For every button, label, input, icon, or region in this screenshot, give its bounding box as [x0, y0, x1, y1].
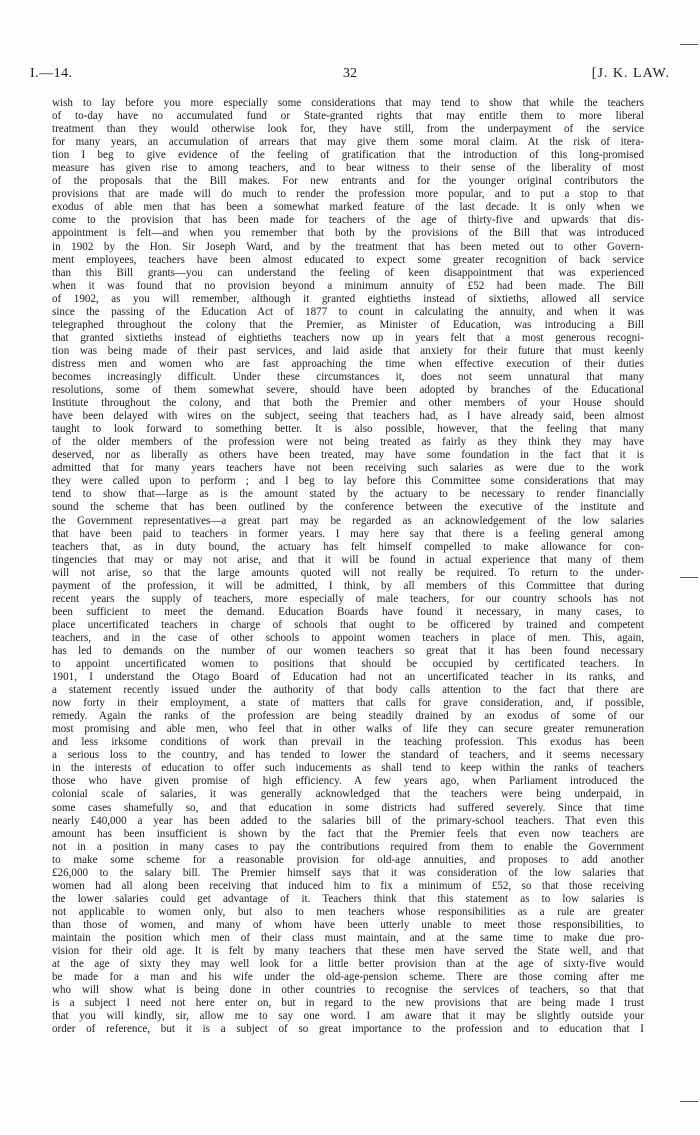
- text-line: admitted that for many years teachers have not been receiving such salaries as were due to the work: [52, 462, 644, 475]
- text-line: a serious loss to the country, and has tended to lower the standard of teachers, and it seems necessary: [52, 749, 644, 762]
- text-line: vision for their old age. It is felt by many teachers that these men have served the State well, and that: [52, 945, 644, 958]
- margin-tick: [680, 577, 698, 578]
- text-line: tingencies that may or may not arise, and that it will be found in actual experience that many of them: [52, 553, 644, 566]
- text-line: resolutions, some of them somewhat severe, should have been adopted by branches of the Educational: [52, 384, 644, 397]
- text-line: teachers, and in the case of other schools to appoint women teachers in place of men. This, again,: [52, 631, 644, 644]
- margin-tick: [680, 44, 698, 45]
- text-line: in 1902 by the Hon. Sir Joseph Ward, and by the treatment that has been meted out to other Govern-: [52, 240, 644, 253]
- text-line: in the interests of education to offer such inducements as shall tend to keep within the ranks of teachers: [52, 762, 644, 775]
- text-line: women had all along been receiving that induced him to fix a minimum of £52, so that those receiving: [52, 879, 644, 892]
- text-line: than those of women, and many of whom have been utterly unable to meet those responsibilities, to: [52, 918, 644, 931]
- margin-marks: [670, 0, 700, 1135]
- text-line: a statement recently issued under the authority of that body calls attention to the fact that there are: [52, 684, 644, 697]
- text-line: appointment is felt—and when you remember that both by the provisions of the Bill that was introduced: [52, 227, 644, 240]
- running-header: [30, 66, 670, 88]
- text-line: of 1902, as you will remember, although it granted eightieths instead of sixtieths, allowed all service: [52, 292, 644, 305]
- text-line: not applicable to women only, but also to men teachers whose responsibilities as a rule are greater: [52, 905, 644, 918]
- text-line: of the proposals that the Bill makes. For new entrants and for the younger original contributors the: [52, 175, 644, 188]
- text-line: tion was being made of their past services, and laid aside that anxiety for their future that must keenly: [52, 344, 644, 357]
- text-line: sound the scheme that has been outlined by the conference between the executive of the institute and: [52, 501, 644, 514]
- text-line: 1901, I understand the Otago Board of Education had not an uncertificated teacher in its ranks, and: [52, 671, 644, 684]
- text-line: of to-day have no accumulated fund or State-granted rights that may entitle them to more liberal: [52, 110, 644, 123]
- text-line: measure has given rise to among teachers, and to bear witness to their sense of the liberality of most: [52, 162, 644, 175]
- text-line: tion I beg to give evidence of the feeling of gratification that the introduction of this long-promised: [52, 149, 644, 162]
- text-line: order of reference, but it is a subject of so great importance to the profession and to education that I: [52, 1023, 644, 1036]
- text-line: deserved, nor as liberally as others have been treated, may have some foundation in the fact that it is: [52, 449, 644, 462]
- text-line: payment of the profession, it will be admitted, I think, by all members of this Committee that during: [52, 579, 644, 592]
- text-line: tend to show that—large as is the amount stated by the actuary to be necessary to render financially: [52, 488, 644, 501]
- text-line: taught to look forward to something better. It is also possible, however, that the feeling that many: [52, 423, 644, 436]
- text-line: that you will kindly, sir, allow me to say one word. I am aware that it may be slightly outside your: [52, 1010, 644, 1023]
- text-line: is a subject I need not here enter on, but in regard to the new provisions that are being made I trust: [52, 997, 644, 1010]
- text-line: nearly £40,000 a year has been added to the salaries bill of the primary-school teachers. That even this: [52, 814, 644, 827]
- text-line: who will show what is being done in other countries to recognise the services of teachers, so that that: [52, 984, 644, 997]
- page-number: 32: [343, 66, 357, 81]
- speaker-name: [J. K. LAW.: [591, 66, 670, 81]
- text-line: will not arise, so that the large amounts quoted will not really be required. To return to the under-: [52, 566, 644, 579]
- text-line: than this Bill grants—you can understand the feeling of keen disappointment that was experienced: [52, 266, 644, 279]
- text-line: distress men and women who are fast approaching the time when effective execution of their duties: [52, 357, 644, 370]
- text-line: not in a position in many cases to pay the contributions required from them to enable the Government: [52, 840, 644, 853]
- text-line: for many years, an accumulation of arrears that may give them some moral claim. At the risk of itera-: [52, 136, 644, 149]
- text-line: come to the provision that has been made for teachers of the age of thirty-five and upwards that dis-: [52, 214, 644, 227]
- text-line: most promising and able men, who feel that in other walks of life they can secure greater remuneration: [52, 723, 644, 736]
- text-line: to appoint uncertificated women to positions that should be occupied by certificated teachers. In: [52, 658, 644, 671]
- text-line: ment employees, teachers have been almost educated to expect some greater recognition of back service: [52, 253, 644, 266]
- text-line: wish to lay before you more especially some considerations that may tend to show that while the teachers: [52, 97, 644, 109]
- text-line: treatment than they would otherwise look for, they have still, from the underpayment of the service: [52, 123, 644, 136]
- text-line: telegraphed throughout the colony that the Premier, as Minister of Education, was introducing a Bill: [52, 318, 644, 331]
- text-line: they were called upon to perform ; and I beg to lay before this Committee some considerations that may: [52, 475, 644, 488]
- text-line: Institute throughout the colony, and that both the Premier and other members of your House should: [52, 397, 644, 410]
- text-line: the Government representatives—a great part may be regarded as an acknowledgement of the low salaries: [52, 514, 644, 527]
- text-line: when it was found that no provision beyond a minimum annuity of £52 had been made. The Bill: [52, 279, 644, 292]
- text-line: some cases shamefully so, and that education in some districts had suffered severely. Since that time: [52, 801, 644, 814]
- text-line: and less irksome conditions of work than prevail in the teaching profession. This exodus has been: [52, 736, 644, 749]
- text-line: have been delayed with wires on the subject, seeing that teachers had, as I have already said, been almost: [52, 410, 644, 423]
- text-line: that granted sixtieths instead of eightieths teachers now up in years felt that a most generous recogni-: [52, 331, 644, 344]
- text-line: exodus of able men that has been a somewhat marked feature of the last decade. It is only when we: [52, 201, 644, 214]
- text-line: place uncertificated teachers in charge of schools that ought to be officered by trained and competent: [52, 618, 644, 631]
- text-line: £26,000 to the salary bill. The Premier himself says that it was consideration of the low salaries that: [52, 866, 644, 879]
- text-line: those who have given promise of high efficiency. A few years ago, when Parliament introduced the: [52, 775, 644, 788]
- text-line: remedy. Again the ranks of the profession are being steadily drained by an exodus of some of our: [52, 710, 644, 723]
- text-line: now forty in their employment, a state of matters that calls for grave consideration, and, if possible,: [52, 697, 644, 710]
- document-reference: I.—14.: [30, 66, 73, 81]
- text-line: that have been paid to teachers in former years. I may here say that there is a feeling general among: [52, 527, 644, 540]
- text-line: be made for a man and his wife under the old-age-pension scheme. There are those coming after me: [52, 971, 644, 984]
- text-line: amount has been insufficient is shown by the fact that the Premier feels that even now teachers are: [52, 827, 644, 840]
- text-line: to make some scheme for a reasonable provision for old-age annuities, and proposes to add another: [52, 853, 644, 866]
- text-line: of the older members of the profession were not being treated as fairly as they think they may have: [52, 436, 644, 449]
- text-line: been sufficient to meet the demand. Education Boards have found it necessary, in many cases, to: [52, 605, 644, 618]
- text-line: teachers that, as in duty bound, the actuary has felt himself compelled to make allowance for con-: [52, 540, 644, 553]
- text-line: since the passing of the Education Act of 1877 to count in calculating the annuity, and when it was: [52, 305, 644, 318]
- text-line: the lower salaries could get advantage of it. Teachers think that this statement as to low salaries is: [52, 892, 644, 905]
- body-text: [52, 97, 644, 1036]
- text-line: at the age of sixty they may well look for a little better provision than at the age of sixty-five would: [52, 958, 644, 971]
- text-line: maintain the position which men of their class must maintain, and at the same time to make due pro-: [52, 932, 644, 944]
- text-line: colonial scale of salaries, it was generally acknowledged that the teachers were being underpaid, in: [52, 788, 644, 801]
- text-line: becomes increasingly difficult. Under these circumstances it, does not seem unnatural that many: [52, 370, 644, 383]
- text-line: provisions that are made will do much to render the profession more popular, and to put a stop to that: [52, 188, 644, 201]
- text-line: recent years the supply of teachers, more especially of male teachers, for our country schools has not: [52, 592, 644, 605]
- margin-tick: [680, 1101, 698, 1102]
- text-line: has led to demands on the number of our women teachers so great that it has been found necessary: [52, 644, 644, 657]
